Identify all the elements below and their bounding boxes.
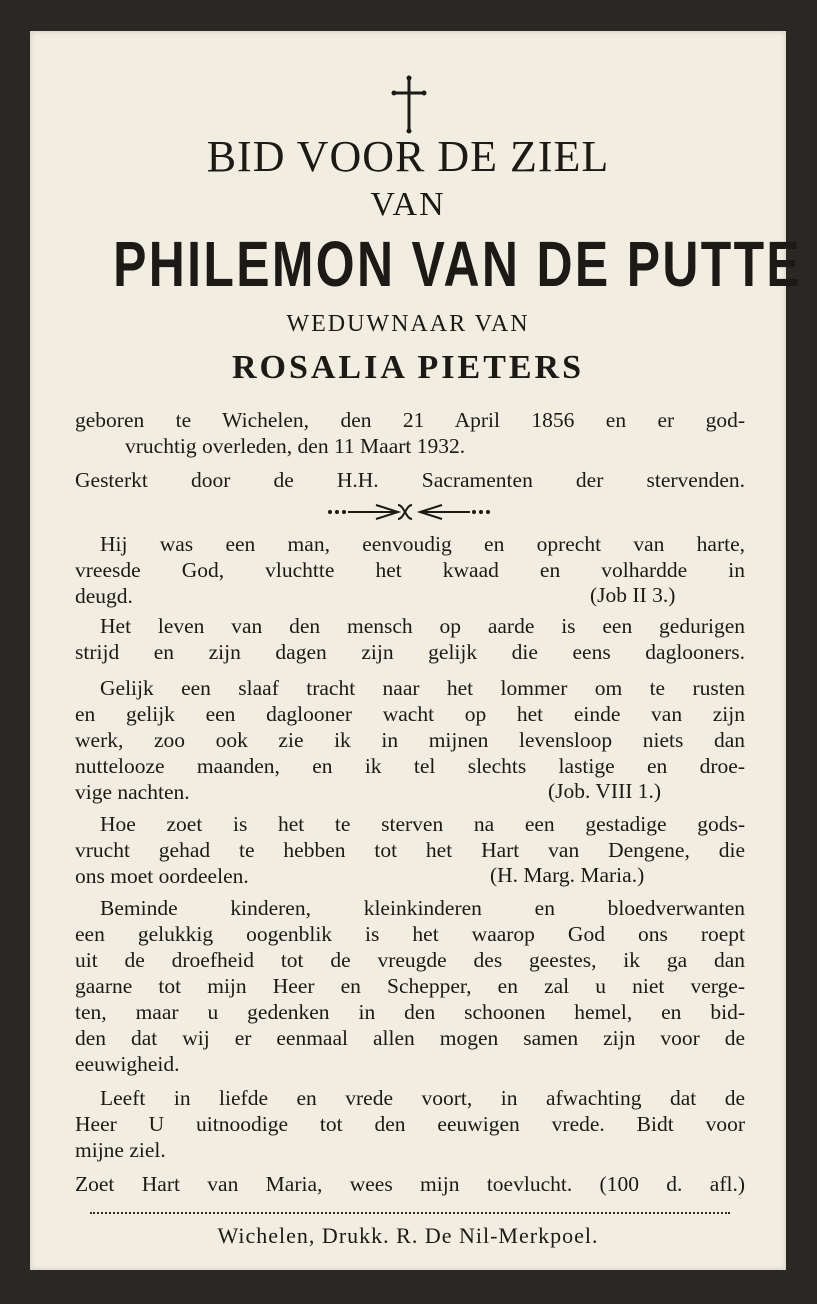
intro-line: vruchtig overleden, den 11 Maart 1932.: [125, 434, 466, 458]
card-paper: [30, 31, 803, 1270]
body-line: Hoe zoet is het te sterven na een gestadige gods-: [100, 812, 745, 836]
body-line: strijd en zijn dagen zijn gelijk die eens daglooners.: [75, 640, 745, 664]
relation-label: WEDUWNAAR VAN: [286, 311, 530, 337]
intro-line: Gesterkt door de H.H. Sacramenten der stervenden.: [75, 468, 745, 492]
printer-imprint: Wichelen, Drukk. R. De Nil-Merkpoel.: [217, 1223, 599, 1248]
scripture-reference: (H. Marg. Maria.): [490, 863, 645, 887]
body-line: Heer U uitnoodige tot den eeuwigen vrede. Bidt voor: [75, 1112, 745, 1136]
body-line: vrucht gehad te hebben tot het Hart van Dengene, die: [75, 838, 745, 862]
body-line: Hij was een man, eenvoudig en oprecht van harte,: [100, 532, 745, 556]
heading-prayer: BID VOOR DE ZIEL: [206, 132, 610, 181]
body-line: Het leven van den mensch op aarde is een gedurigen: [100, 614, 745, 638]
spouse-name: ROSALIA PIETERS: [231, 349, 585, 386]
body-line: nuttelooze maanden, en ik tel slechts lastige en droe-: [75, 754, 745, 778]
body-line: deugd.: [75, 584, 133, 608]
ornament-divider-icon: [326, 501, 492, 523]
body-line: eeuwigheid.: [75, 1052, 180, 1076]
body-line: vige nachten.: [75, 780, 190, 804]
body-line: een gelukkig oogenblik is het waarop God ons roept: [75, 922, 745, 946]
body-line: en gelijk een daglooner wacht op het einde van zijn: [75, 702, 745, 726]
body-line: Gelijk een slaaf tracht naar het lommer om te rusten: [100, 676, 745, 700]
heading-van: VAN: [370, 186, 446, 223]
cross-icon: [387, 75, 431, 135]
body-line: ten, maar u gedenken in den schoonen hemel, en bid-: [75, 1000, 745, 1024]
body-line: mijne ziel.: [75, 1138, 166, 1162]
intro-line: geboren te Wichelen, den 21 April 1856 en er god-: [75, 408, 745, 432]
body-line: gaarne tot mijn Heer en Schepper, en zal u niet verge-: [75, 974, 745, 998]
scripture-reference: (Job II 3.): [590, 583, 676, 607]
body-line: ons moet oordeelen.: [75, 864, 249, 888]
body-line: uit de droefheid tot de vreugde des geestes, ik ga dan: [75, 948, 745, 972]
body-line: Beminde kinderen, kleinkinderen en bloedverwanten: [100, 896, 745, 920]
body-line: werk, zoo ook zie ik in mijnen levensloop niets dan: [75, 728, 745, 752]
deceased-name: PHILEMON VAN DE PUTTE: [113, 228, 803, 300]
body-line: vreesde God, vluchtte het kwaad en volhardde in: [75, 558, 745, 582]
dotted-separator: [90, 1212, 730, 1214]
body-line: den dat wij er eenmaal allen mogen samen zijn voor de: [75, 1026, 745, 1050]
body-line: Leeft in liefde en vrede voort, in afwachting dat de: [100, 1086, 745, 1110]
closing-prayer: Zoet Hart van Maria, wees mijn toevlucht. (100 d. afl.): [75, 1172, 745, 1196]
scripture-reference: (Job. VIII 1.): [548, 779, 662, 803]
